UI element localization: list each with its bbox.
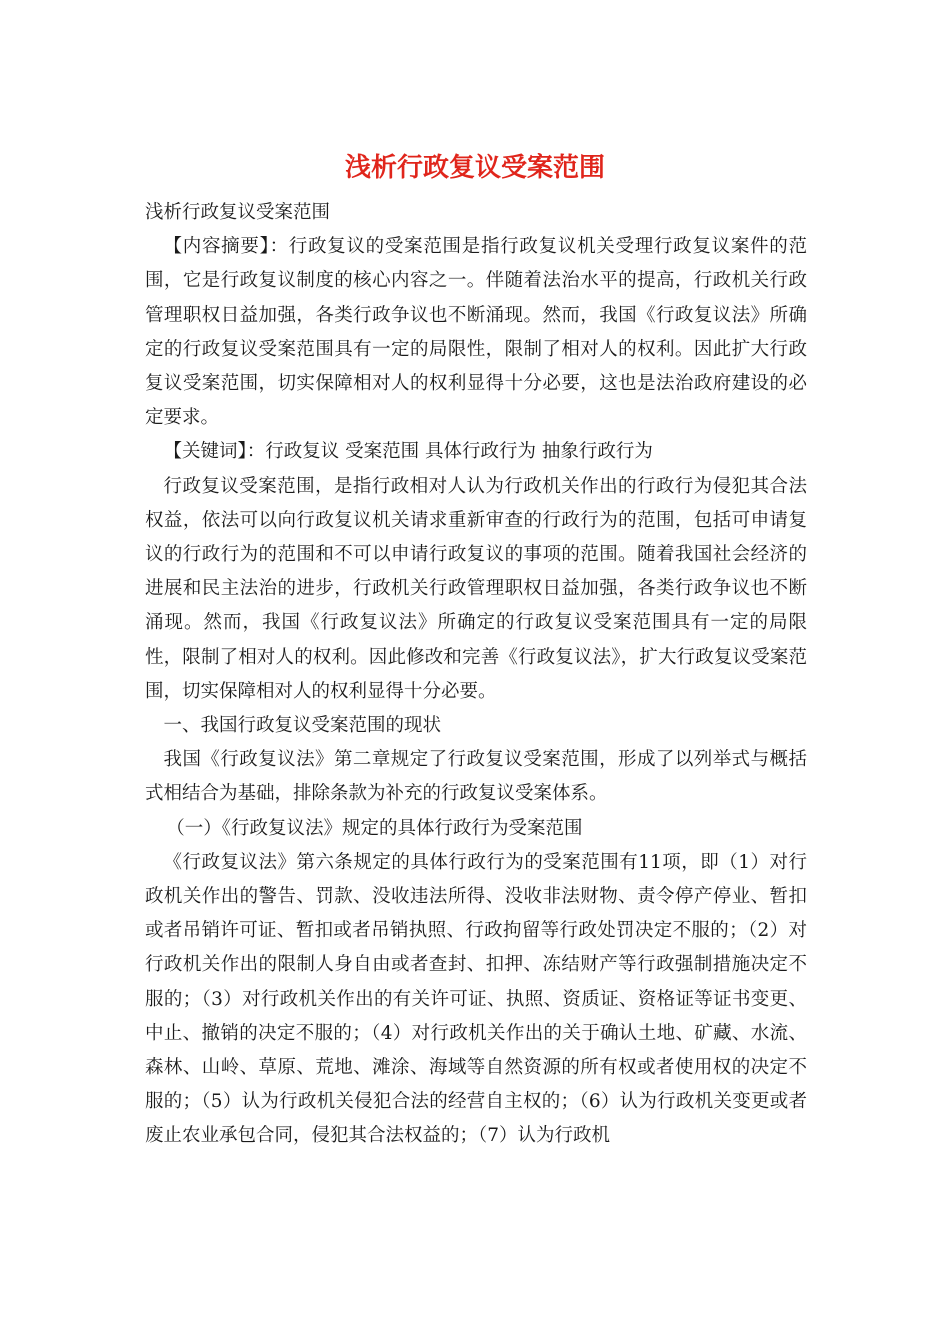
document-body [145,196,807,1154]
abstract-paragraph: 【内容摘要】：行政复议的受案范围是指行政复议机关受理行政复议案件的范围，它是行政复议制度的核心内容之一。伴随着法治水平的提高，行政机关行政管理职权日益加强，各类行政争议也不断涌现。然而，我国《行政复议法》所确定的行政复议受案范围具有一定的局限性，限制了相对人的权利。因此扩大行政复议受案范围，切实保障相对人的权利显得十分必要，这也是法治政府建设的必定要求。 [145,236,807,429]
body-paragraph: 行政复议受案范围，是指行政相对人认为行政机关作出的行政行为侵犯其合法权益，依法可以向行政复议机关请求重新审查的行政行为的范围，包括可申请复议的行政行为的范围和不可以申请行政复议的事项的范围。随着我国社会经济的进展和民主法治的进步，行政机关行政管理职权日益加强，各类行政争议也不断涌现。然而，我国《行政复议法》所确定的行政复议受案范围具有一定的局限性，限制了相对人的权利。因此修改和完善《行政复议法》，扩大行政复议受案范围，切实保障相对人的权利显得十分必要。 [145,475,807,702]
body-paragraph: 我国《行政复议法》第二章规定了行政复议受案范围，形成了以列举式与概括式相结合为基础，排除条款为补充的行政复议受案体系。 [145,749,807,805]
body-paragraph: 《行政复议法》第六条规定的具体行政行为的受案范围有11项，即（1）对行政机关作出的警告、罚款、没收违法所得、没收非法财物、责令停产停业、暂扣或者吊销许可证、暂扣或者吊销执照、行政拘留等行政处罚决定不服的；（2）对行政机关作出的限制人身自由或者查封、扣押、冻结财产等行政强制措施决定不服的；（3）对行政机关作出的有关许可证、执照、资质证、资格证等证书变更、中止、撤销的决定不服的；（4）对行政机关作出的关于确认土地、矿藏、水流、森林、山岭、草原、荒地、滩涂、海域等自然资源的所有权或者使用权的决定不服的；（5）认为行政机关侵犯合法的经营自主权的；（6）认为行政机关变更或者废止农业承包合同，侵犯其合法权益的；（7）认为行政机 [145,851,807,1147]
document-subtitle: 浅析行政复议受案范围 [145,202,331,223]
subsection-heading: （一）《行政复议法》规定的具体行政行为受案范围 [166,817,583,839]
section-heading: 一、我国行政复议受案范围的现状 [163,715,442,737]
keywords-paragraph: 【关键词】：行政复议 受案范围 具体行政行为 抽象行政行为 [163,441,653,463]
document-title: 浅析行政复议受案范围 [344,153,605,183]
